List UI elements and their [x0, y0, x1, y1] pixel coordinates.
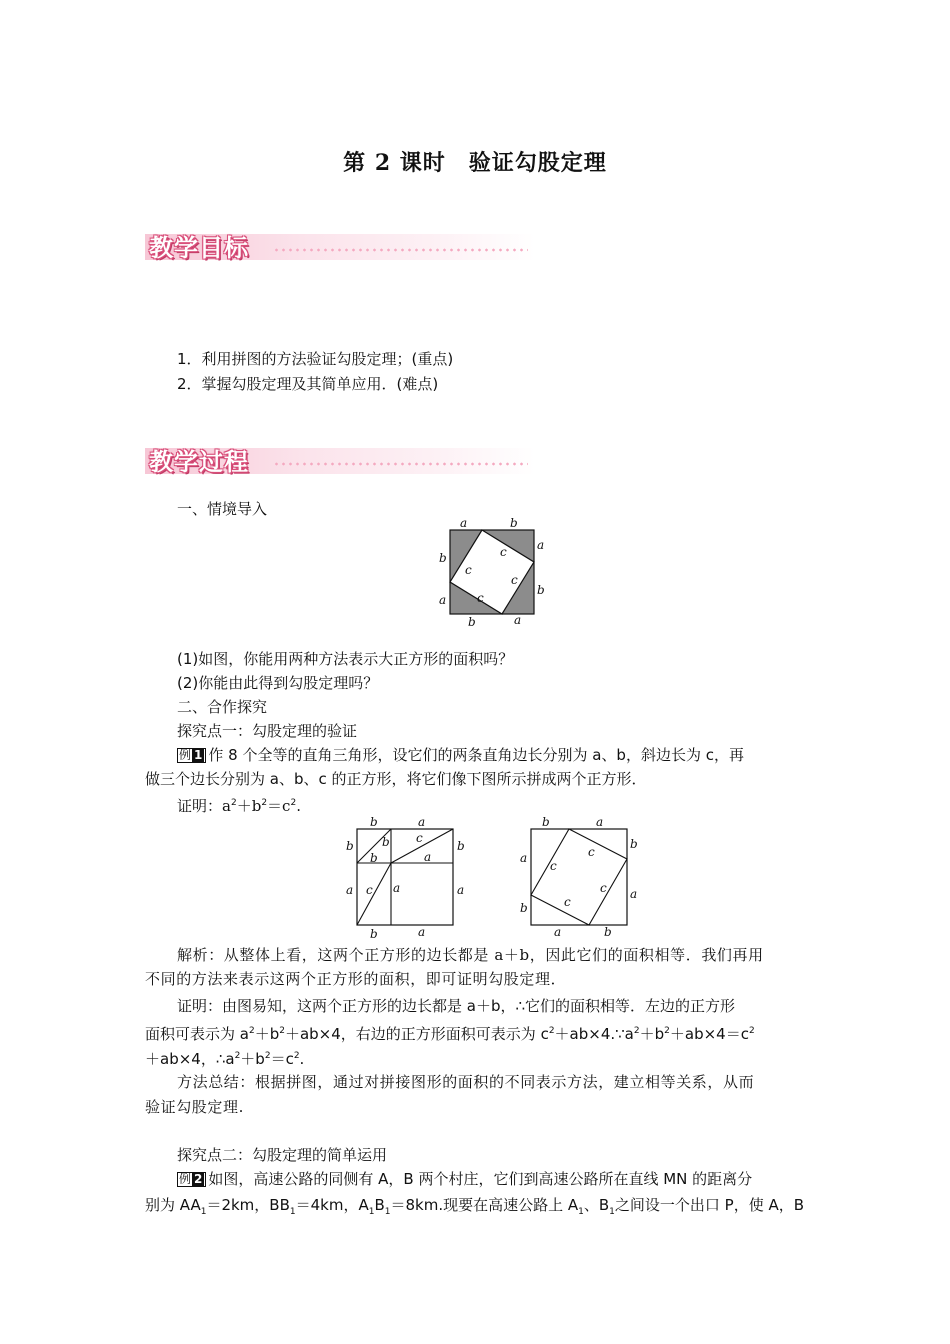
objective-item-1: 1．利用拼图的方法验证勾股定理；(重点): [177, 350, 454, 368]
question-1: (1)如图，你能用两种方法表示大正方形的面积吗？: [177, 650, 514, 668]
fig2l-label-b-inner2: b: [370, 851, 378, 865]
fig2r-label-a-bottom: a: [554, 925, 562, 938]
fig1-label-b-top: b: [510, 516, 518, 530]
fig2r-label-a-right: a: [630, 887, 638, 901]
fig1-label-c2: c: [511, 573, 518, 587]
analysis-line-2: 不同的方法来表示这两个正方形的面积，即可证明勾股定理．: [145, 970, 567, 988]
fig1-label-c3: c: [477, 591, 484, 605]
fig2r-label-c3: c: [564, 895, 571, 909]
fig2l-label-a-inner2: a: [393, 881, 401, 895]
fig2r-label-a-left: a: [520, 851, 528, 865]
proof-line-1: 证明：由图易知，这两个正方形的边长都是 a＋b，∴它们的面积相等．左边的正方形: [177, 997, 736, 1015]
fig1-label-a-top: a: [460, 516, 468, 530]
fig1-label-a-right: a: [537, 538, 545, 552]
fig2l-label-a-inner: a: [424, 850, 432, 864]
fig1-label-b-bottom: b: [468, 615, 476, 629]
example-1-line-2: 做三个边长分别为 a、b、c 的正方形，将它们像下图所示拼成两个正方形．: [145, 770, 647, 788]
objective-item-2: 2．掌握勾股定理及其简单应用．(难点): [177, 375, 439, 393]
question-2: (2)你能由此得到勾股定理吗？: [177, 674, 379, 692]
proof-line-3: ＋ab×4，$\therefore a^2+b^2=c^2$.: [145, 1050, 305, 1068]
heading-cooperative: 二、合作探究: [177, 698, 268, 716]
fig2r-label-c4: c: [550, 859, 557, 873]
figure-left-arrangement: [340, 812, 470, 938]
example-2-line-2: 别为 $AA_1=2km$，$BB_1=4km$，$A_1B_1=8km$.现要在高速公路上 $A_1$、$B_1$之间设一个出口 P，使 A，B: [145, 1196, 805, 1217]
fig1-label-a-bottom: a: [514, 613, 522, 627]
fig1-label-b-left: b: [439, 551, 447, 565]
exploration-point-1: 探究点一：勾股定理的验证: [177, 722, 358, 740]
analysis-line-1: 解析：从整体上看，这两个正方形的边长都是 a＋b，因此它们的面积相等．我们再用: [177, 946, 764, 964]
fig2r-label-b-left: b: [520, 901, 528, 915]
fig2l-label-a-top: a: [418, 815, 426, 829]
example-1-line-1: 例 1 作 8 个全等的直角三角形，设它们的两条直角边长分别为 a、b，斜边长为 c，再: [179, 746, 744, 764]
fig1-label-b-right: b: [537, 583, 545, 597]
fig2r-label-c2: c: [600, 881, 607, 895]
fig2l-label-b-left: b: [346, 839, 354, 853]
proof-line-2: 面积可表示为 $a^2+b^2+ab\times 4$，右边的正方形面积可表示为 $c^2+ab\times 4.\because a^2+b^2+ab\times 4=c^2$: [145, 1025, 755, 1043]
fig2r-label-a-top: a: [596, 815, 604, 829]
fig2l-label-b-right: b: [457, 839, 465, 853]
fig2r-label-b-right: b: [630, 837, 638, 851]
exploration-point-2: 探究点二：勾股定理的简单运用: [177, 1146, 388, 1164]
fig2r-label-c1: c: [588, 845, 595, 859]
page-title: 第 2 课时 验证勾股定理: [343, 150, 607, 176]
fig2l-label-a-left: a: [346, 883, 354, 897]
fig2r-label-b-top: b: [542, 815, 550, 829]
example-1-badge: 例 1: [177, 748, 206, 763]
banner-label: 教学目标: [149, 234, 249, 262]
fig2l-label-c-bottom: c: [366, 883, 373, 897]
section-banner-process: [145, 442, 535, 476]
figure-pythagoras-square: [430, 514, 550, 630]
prove-statement: 证明：$a^2+b^2=c^2$.: [177, 797, 301, 815]
method-summary-line-2: 验证勾股定理.: [145, 1098, 244, 1116]
example-2-line-1: 例 2 如图，高速公路的同侧有 A，B 两个村庄，它们到高速公路所在直线 MN 的距离分: [179, 1170, 753, 1188]
fig1-label-c1: c: [500, 545, 507, 559]
fig1-label-a-left: a: [439, 593, 447, 607]
fig2l-label-b-top: b: [370, 815, 378, 829]
fig2l-label-a-right: a: [457, 883, 465, 897]
fig2l-label-c-top: c: [416, 831, 423, 845]
fig2l-label-b-bottom: b: [370, 927, 378, 938]
fig2r-label-b-bottom: b: [604, 925, 612, 938]
fig2l-label-b-inner: b: [382, 835, 390, 849]
fig1-label-c4: c: [465, 563, 472, 577]
intro-heading: 一、情境导入: [177, 500, 268, 518]
example-2-badge: 例 2: [177, 1172, 206, 1187]
banner-label: 教学过程: [149, 448, 249, 476]
fig2l-label-a-bottom: a: [418, 925, 426, 938]
section-banner-objectives: [145, 228, 535, 262]
figure-right-arrangement: [514, 812, 644, 938]
method-summary-line-1: 方法总结：根据拼图，通过对拼接图形的面积的不同表示方法，建立相等关系，从而: [177, 1073, 755, 1091]
